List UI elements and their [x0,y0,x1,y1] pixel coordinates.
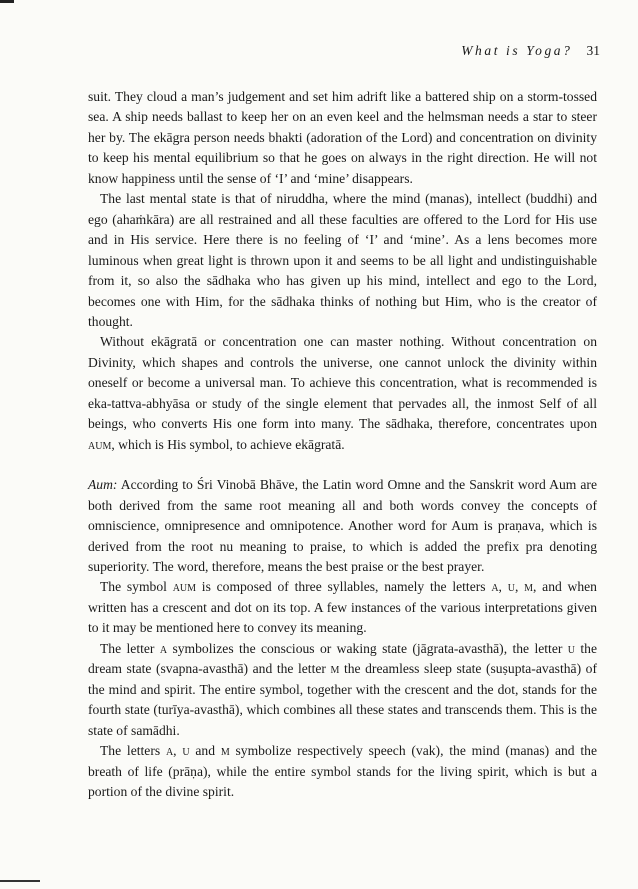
paragraph-text: , and when written has a crescent and dot on its top. A few instances of the various interpretations given to it may be mentioned here to convey its meaning. [88,579,597,636]
letter-m-small-caps: m [524,579,533,595]
letter-m-small-caps: m [330,661,340,677]
paragraph: suit. They cloud a man’s judgement and set him adrift like a battered ship on a storm-tossed sea. A ship needs ballast to keep her on an even keel and the helmsman needs a star to steer her by. The ekāgra person needs bhakti (adoration of the Lord) and concentration on divinity to keep his mental equilibrium so that he goes on always in the right direction. He will not know happiness until the sense of ‘I’ and ‘mine’ disappears. [88,89,597,186]
paragraph-text: the dream state (svapna-avasthā) and the letter [88,640,597,677]
letter-a-small-caps: a [491,579,499,595]
paragraph-text: , [498,579,508,595]
paragraph-text: The symbol [100,579,173,595]
paragraph-text: symbolize respectively speech (vak), the mind (manas) and the breath of life (prāṇa), while the entire symbol stands for the living spirit, which is but a portion of the divine spirit. [88,743,597,799]
letter-a-small-caps: a [165,743,174,759]
paragraph-text: symbolizes the conscious or waking state (jāgrata-avasthā), the letter [167,640,568,656]
paragraph [88,639,597,741]
page-number: 31 [586,43,600,58]
paragraph-text: According to Śri Vinobā Bhāve, the Latin word Omne and the Sanskrit word Aum are both derived from the same root meaning all and both words convey the concepts of omniscience, omnipresence and omnipotence. Another word for Aum is praṇava, which is derived from the root nu meaning to praise, to which is added the prefix pra denoting superiority. The word, therefore, means the best praise or the best prayer. [88,477,597,574]
paragraph [88,741,597,802]
letter-u-small-caps: u [567,640,575,656]
body-text [88,87,597,802]
running-title: What is Yoga? [461,43,573,58]
aum-small-caps: aum [88,436,112,452]
letter-u-small-caps: u [182,743,190,759]
paragraph-text: , which is His symbol, to achieve ekāgratā. [111,436,345,452]
paragraph [88,475,597,577]
scan-corner-mark [0,0,14,3]
paragraph: The last mental state is that of niruddha, where the mind (manas), intellect (buddhi) and ego (ahaṁkāra) are all restrained and all these faculties are offered to the Lord for His use and in His service. Here there is no feeling of ‘I’ and ‘mine’. As a lens becomes more luminous when great light is thrown upon it and seems to be all light and undistinguishable from it, so also the sādhaka who has given up his mind, intellect and ego to the Lord, becomes one with Him, for the sādhaka thinks of nothing but Him, who is the creator of thought. [88,191,597,329]
scan-bottom-mark [0,880,40,882]
letter-u-small-caps: u [507,579,515,595]
letter-m-small-caps: m [220,743,230,759]
paragraph-text: is composed of three syllables, namely the letters [196,579,492,595]
paragraph-text: The letter [100,640,160,656]
paragraph-text: Without ekāgratā or concentration one can master nothing. Without concentration on Divinity, which shapes and controls the universe, one cannot unlock the divinity within oneself or become a universal man. To achieve this concentration, what is recommended is eka-tattva-abhyāsa or study of the single element that pervades all, the inmost Self of all beings, who converts His one form into many. The sādhaka, therefore, concentrates upon [88,334,597,432]
paragraph-text: The letters [100,743,166,759]
paragraph-text: and [189,743,221,759]
paragraph [88,577,597,638]
topic-heading-aum: Aum: [88,477,118,493]
running-head [461,43,600,59]
paragraph-text: the dreamless sleep state (suṣupta-avasthā) of the mind and spirit. The entire symbol, together with the crescent and the dot, stands for the fourth state (turīya-avasthā), which combines all these states and transcends them. This is the state of samādhi. [88,661,597,738]
letter-a-small-caps: a [159,640,168,656]
paragraph-text: , [173,743,183,759]
aum-small-caps: aum [172,579,197,595]
paragraph-text: , [514,579,525,595]
paragraph [88,332,597,455]
